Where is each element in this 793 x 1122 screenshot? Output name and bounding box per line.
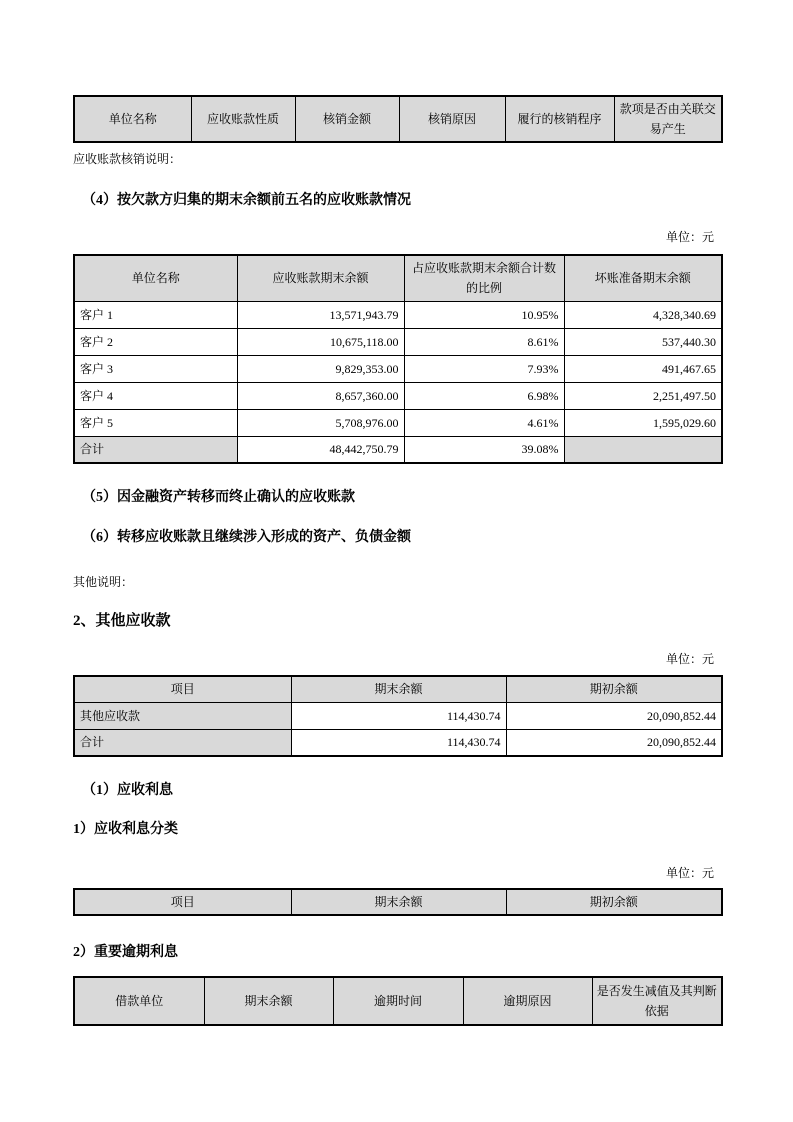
ending-balance-cell: 114,430.74 [291,729,506,756]
ending-balance-cell: 10,675,118.00 [237,328,404,355]
table-row [74,382,722,409]
customer-name-cell: 客户 3 [74,355,237,382]
interest-classification-table [73,888,723,916]
section-heading-continuing-involvement: （6）转移应收账款且继续涉入形成的资产、负债金额 [82,530,411,545]
total-label-cell: 合计 [74,729,291,756]
header-cell: 应收账款期末余额 [237,255,404,301]
total-row [74,729,722,756]
writeoff-note: 应收账款核销说明： [73,152,182,166]
section-heading-interest-receivable: （1）应收利息 [82,783,173,798]
total-percentage-cell: 39.08% [404,436,564,463]
percentage-cell: 7.93% [404,355,564,382]
provision-cell: 491,467.65 [564,355,722,382]
unit-label: 单位：元 [665,866,714,880]
percentage-cell: 4.61% [404,409,564,436]
header-cell: 期初余额 [506,889,722,915]
section-heading-overdue-interest: 2）重要逾期利息 [73,945,178,960]
section-heading-other-receivables: 2、其他应收款 [73,613,171,629]
beginning-balance-cell: 20,090,852.44 [506,729,722,756]
header-cell: 是否发生减值及其判断依据 [592,977,722,1025]
table-row [74,409,722,436]
ending-balance-cell: 5,708,976.00 [237,409,404,436]
total-label-cell: 合计 [74,436,237,463]
header-cell: 项目 [74,889,291,915]
header-cell: 期末余额 [291,676,506,702]
percentage-cell: 10.95% [404,301,564,328]
total-ending-cell: 48,442,750.79 [237,436,404,463]
ending-balance-cell: 13,571,943.79 [237,301,404,328]
other-note: 其他说明： [73,575,134,589]
provision-cell: 1,595,029.60 [564,409,722,436]
customer-name-cell: 客户 4 [74,382,237,409]
writeoff-table [73,95,723,143]
percentage-cell: 8.61% [404,328,564,355]
provision-cell: 2,251,497.50 [564,382,722,409]
overdue-interest-header-row [74,977,722,1025]
header-cell: 借款单位 [74,977,204,1025]
top5-header-row [74,255,722,301]
interest-class-header-row [74,889,722,915]
section-heading-derecognized: （5）因金融资产转移而终止确认的应收账款 [82,490,355,505]
other-receivables-header-row [74,676,722,702]
header-cell: 期末余额 [204,977,333,1025]
header-cell: 期初余额 [506,676,722,702]
header-cell: 款项是否由关联交易产生 [614,96,722,142]
header-cell: 核销原因 [399,96,505,142]
customer-name-cell: 客户 1 [74,301,237,328]
header-cell: 逾期时间 [333,977,463,1025]
other-receivables-table [73,675,723,757]
unit-label: 单位：元 [665,652,714,666]
header-cell: 单位名称 [74,255,237,301]
table-row [74,328,722,355]
header-cell: 占应收账款期末余额合计数的比例 [404,255,564,301]
header-cell: 履行的核销程序 [505,96,614,142]
ending-balance-cell: 9,829,353.00 [237,355,404,382]
ending-balance-cell: 8,657,360.00 [237,382,404,409]
header-cell: 逾期原因 [463,977,592,1025]
total-provision-cell [564,436,722,463]
page-content [73,0,721,1026]
customer-name-cell: 客户 2 [74,328,237,355]
percentage-cell: 6.98% [404,382,564,409]
customer-name-cell: 客户 5 [74,409,237,436]
table-row [74,702,722,729]
header-cell: 坏账准备期末余额 [564,255,722,301]
item-label-cell: 其他应收款 [74,702,291,729]
unit-label: 单位：元 [665,230,714,244]
ending-balance-cell: 114,430.74 [291,702,506,729]
writeoff-table-header-row [74,96,722,142]
header-cell: 应收账款性质 [191,96,295,142]
section-heading-top5: （4）按欠款方归集的期末余额前五名的应收账款情况 [82,193,411,208]
top5-receivables-table [73,254,723,464]
total-row [74,436,722,463]
beginning-balance-cell: 20,090,852.44 [506,702,722,729]
provision-cell: 4,328,340.69 [564,301,722,328]
section-heading-interest-classification: 1）应收利息分类 [73,822,178,837]
header-cell: 项目 [74,676,291,702]
table-row [74,355,722,382]
header-cell: 核销金额 [295,96,399,142]
provision-cell: 537,440.30 [564,328,722,355]
header-cell: 单位名称 [74,96,191,142]
header-cell: 期末余额 [291,889,506,915]
overdue-interest-table [73,976,723,1026]
table-row [74,301,722,328]
